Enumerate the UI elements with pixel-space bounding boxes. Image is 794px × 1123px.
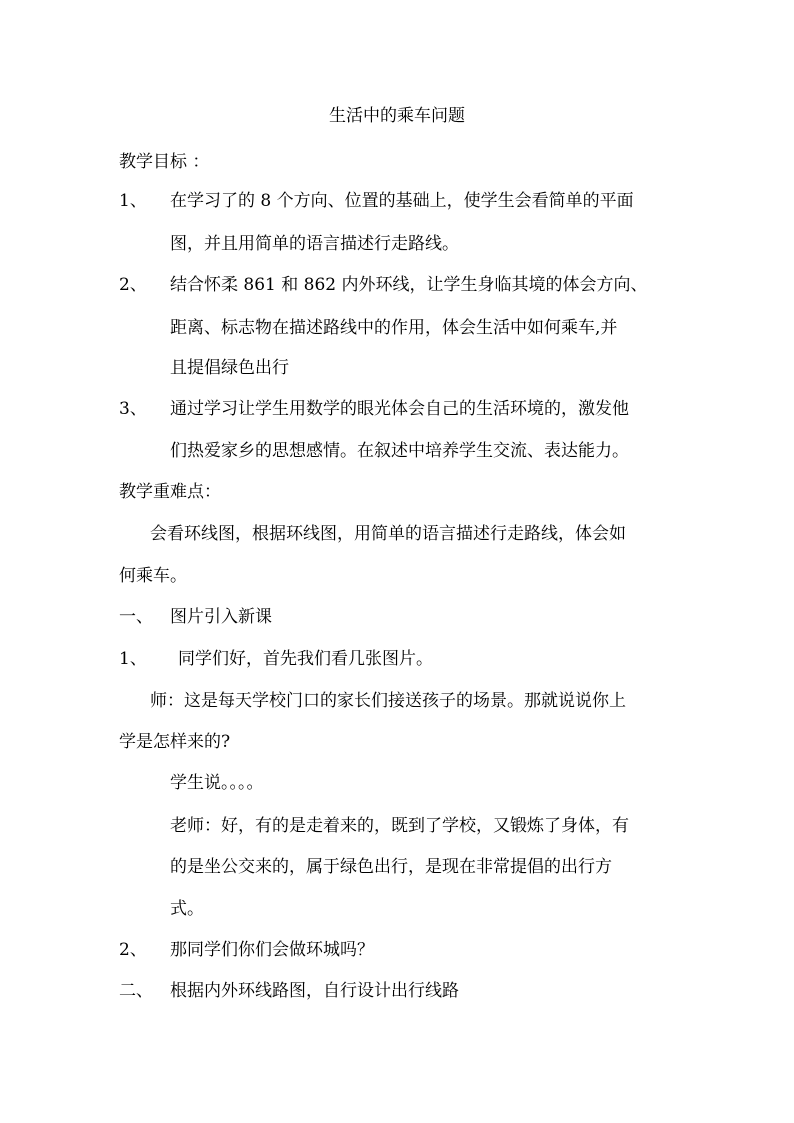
section-1-heading: 图片引入新课 [170, 607, 272, 627]
student-says: 学生说。。。。 [170, 773, 264, 793]
objective-2-line-3: 且提倡绿色出行 [170, 358, 289, 378]
document-title: 生活中的乘车问题 [329, 106, 465, 126]
objective-1-number: 1、 [119, 191, 147, 211]
teacher-line-1: 师：这是每天学校门口的家长们接送孩子的场景。那就说说你上 [150, 691, 626, 711]
section-1-number: 一、 [119, 607, 153, 627]
teacher-line-2: 学是怎样来的? [119, 732, 231, 752]
objective-2-line-2: 距离、标志物在描述路线中的作用，体会生活中如何乘车,并 [170, 318, 618, 338]
objective-3-number: 3、 [119, 399, 147, 419]
step-1-text: 同学们好，首先我们看几张图片。 [178, 649, 433, 669]
objective-1-line-2: 图，并且用简单的语言描述行走路线。 [170, 234, 459, 254]
objectives-heading: 教学目标 ： [119, 152, 210, 172]
step-2-text: 那同学们你们会做环城吗？ [170, 940, 374, 960]
teacher2-line-2: 的是坐公交来的，属于绿色出行，是现在非常提倡的出行方 [170, 857, 612, 877]
objective-2-line-1: 结合怀柔 861 和 862 内外环线，让学生身临其境的体会方向、 [170, 275, 648, 295]
key-points-heading: 教学重难点： [119, 482, 221, 502]
objective-1-line-1: 在学习了的 8 个方向、位置的基础上，使学生会看简单的平面 [170, 191, 634, 211]
section-2-heading: 根据内外环线路图，自行设计出行线路 [170, 981, 459, 1001]
key-points-line-1: 会看环线图，根据环线图，用简单的语言描述行走路线，体会如 [150, 524, 626, 544]
step-1-number: 1、 [119, 649, 147, 669]
key-points-line-2: 何乘车。 [119, 566, 187, 586]
step-2-number: 2、 [119, 940, 147, 960]
objective-3-line-1: 通过学习让学生用数学的眼光体会自己的生活环境的，激发他 [170, 399, 629, 419]
objective-3-line-2: 们热爱家乡的思想感情。在叙述中培养学生交流、表达能力。 [170, 441, 629, 461]
objective-2-number: 2、 [119, 275, 147, 295]
section-2-number: 二、 [119, 981, 153, 1001]
teacher2-line-3: 式。 [170, 899, 204, 919]
teacher2-line-1: 老师：好，有的是走着来的，既到了学校，又锻炼了身体，有 [170, 816, 629, 836]
